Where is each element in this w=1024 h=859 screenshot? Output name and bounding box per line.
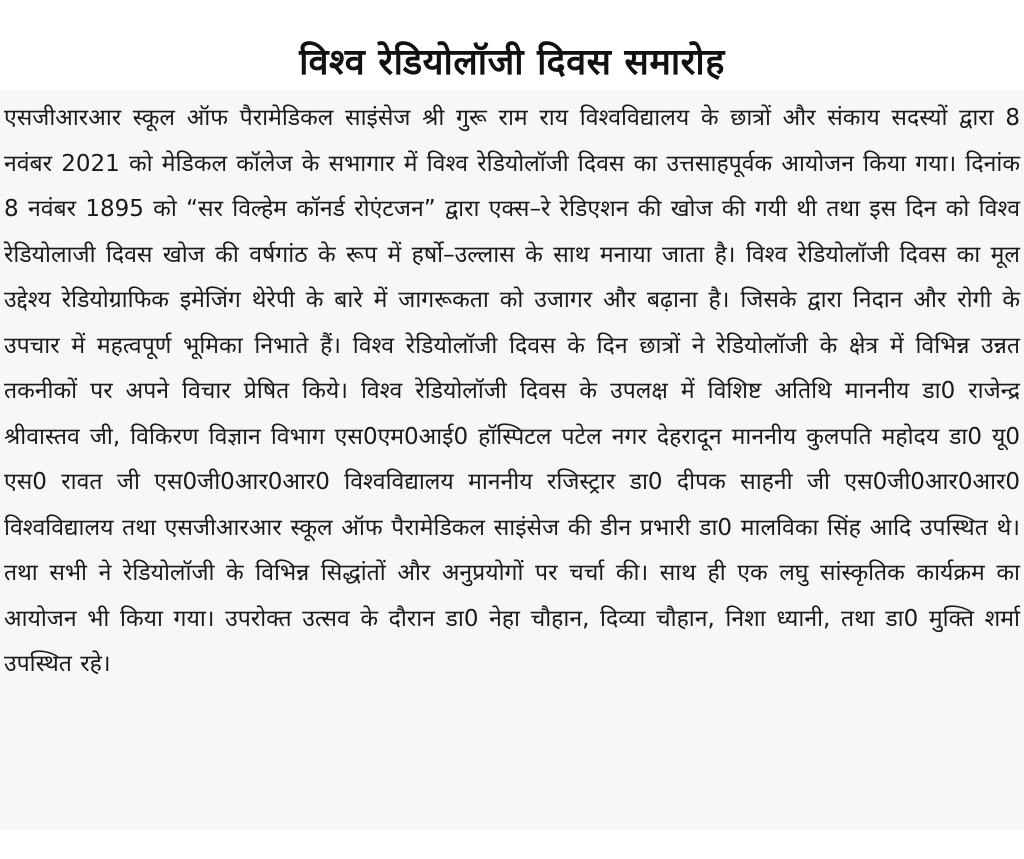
document-title: विश्व रेडियोलॉजी दिवस समारोह: [299, 42, 725, 84]
body-paragraph: एसजीआरआर स्कूल ऑफ पैरामेडिकल साइंसेज श्री गुरू राम राय विश्वविद्यालय के छात्रों और संकाय सदस्यों द्वारा 8 नवंबर 2021 को मेडिकल कॉलेज के सभागार में विश्व रेडियोलॉजी दिवस का उत्तसाहपूर्वक आयोजन किया गया। दिनांक 8 नवंबर 1895 को “सर विल्हेम कॉनर्ड रोएंटजन” द्वारा एक्स–रे रेडिएशन की खोज की गयी थी तथा इस दिन को विश्व रेडियोलाजी दिवस खोज की वर्षगांठ के रूप में हर्षो–उल्लास के साथ मनाया जाता है। विश्व रेडियोलॉजी दिवस का मूल उद्देश्य रेडियोग्राफिक इमेजिंग थेरेपी के बारे में जागरूकता को उजागर और बढ़ाना है। जिसके द्वारा निदान और रोगी के उपचार में महत्वपूर्ण भूमिका निभाते हैं। विश्व रेडियोलॉजी दिवस के दिन छात्रों ने रेडियोलॉजी के क्षेत्र में विभिन्न उन्नत तकनीकों पर अपने विचार प्रेषित किये। विश्व रेडियोलॉजी दिवस के उपलक्ष में विशिष्ट अतिथि माननीय डा0 राजेन्द्र श्रीवास्तव जी, विकिरण विज्ञान विभाग एस0एम0आई0 हॉस्पिटल पटेल नगर देहरादून माननीय कुलपति महोदय डा0 यू0 एस0 रावत जी एस0जी0आर0आर0 विश्वविद्यालय माननीय रजिस्ट्रार डा0 दीपक साहनी जी एस0जी0आर0आर0 विश्वविद्यालय तथा एसजीआरआर स्कूल ऑफ पैरामेडिकल साइंसेज की डीन प्रभारी डा0 मालविका सिंह आदि उपस्थित थे। तथा सभी ने रेडियोलॉजी के विभिन्न सिद्धांतों और अनुप्रयोगों पर चर्चा की। साथ ही एक लघु सांस्कृतिक कार्यक्रम का आयोजन भी किया गया। उपरोक्त उत्सव के दौरान डा0 नेहा चौहान, दिव्या चौहान, निशा ध्यानी, तथा डा0 मुक्ति शर्मा उपस्थित रहे।: [4, 105, 1020, 677]
